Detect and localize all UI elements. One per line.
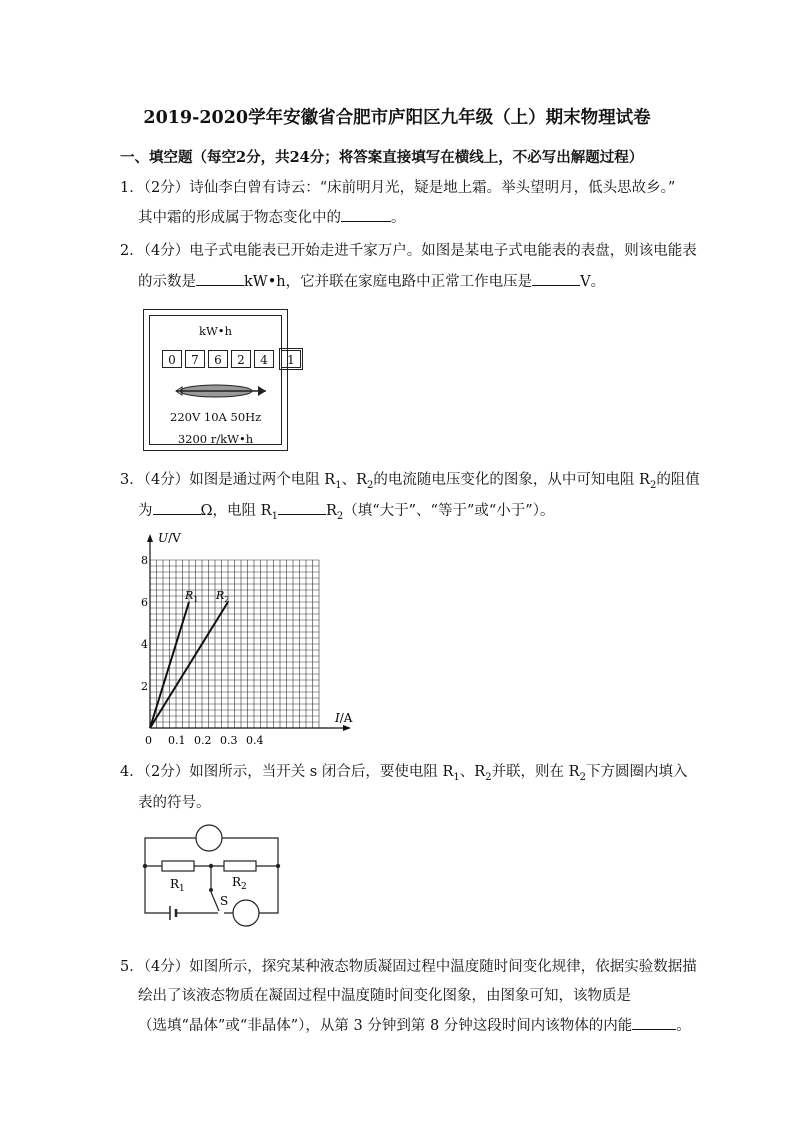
iu-graph [130, 528, 370, 753]
meter-digit: 6 [208, 350, 228, 368]
q2-line-2 [138, 270, 605, 291]
q1-period: 。 [391, 210, 406, 226]
meter-panel [149, 315, 295, 446]
x-tick-label: 0.3 [220, 734, 238, 747]
q4-sub: 2 [579, 771, 586, 783]
exam-title: 2019-2020学年安徽省合肥市庐阳区九年级（上）期末物理试卷 [143, 108, 651, 128]
q2-text-a: 的示数是 [138, 274, 196, 290]
meter-digits [162, 350, 304, 368]
q3-text-h: （填“大于”、“等于”或“小于”）。 [343, 503, 555, 519]
meter-rate: 3200 r/kW•h [177, 432, 254, 446]
q5-line-2: 绘出了该液态物质在凝固过程中温度随时间变化图象，由图象可知，该物质是 [138, 988, 631, 1004]
x-axis-arrow [343, 725, 351, 731]
q2-text-b: kW•h，它并联在家庭电路中正常工作电压是 [244, 274, 533, 290]
y-tick-label: 4 [141, 638, 148, 651]
q1-text: 其中霜的形成属于物态变化中的 [138, 210, 341, 226]
y-axis-label: U/V [158, 531, 181, 545]
q3-text-g: R [325, 503, 337, 519]
q3-answer-blank-1[interactable] [153, 501, 201, 515]
q3-sub: 2 [367, 479, 374, 491]
series-label-r2: $R_2$ [216, 589, 230, 604]
q4-line-2: 表的符号。 [138, 795, 211, 811]
meter-digit: 2 [231, 350, 251, 368]
origin-label: 0 [145, 734, 152, 747]
q2-answer-blank-2[interactable] [532, 272, 580, 286]
meter-unit: kW•h [199, 324, 232, 338]
q3-sub: 1 [271, 510, 278, 522]
q3-answer-blank-2[interactable] [278, 501, 326, 515]
q3-sub: 2 [649, 479, 657, 491]
x-tick-label: 0.4 [246, 734, 264, 747]
series-label-r1: $R_1$ [185, 589, 199, 604]
x-axis-label: I/A [335, 711, 353, 725]
q4-text-c: 并联，则在 R [491, 764, 580, 780]
q5-line-1: 5．（4分）如图所示，探究某种液态物质凝固过程中温度随时间变化规律，依据实验数据描 [120, 959, 697, 975]
q3-text-f: Ω，电阻 R [200, 503, 272, 519]
r2-label: $R_2$ [232, 875, 247, 892]
wire-top [145, 838, 278, 866]
circuit-diagram [140, 822, 285, 932]
x-tick-label: 0.2 [194, 734, 212, 747]
r1-label: $R_1$ [170, 877, 185, 894]
q2-answer-blank-1[interactable] [196, 272, 244, 286]
q3-sub: 2 [336, 510, 344, 522]
q5-text-a: （选填“晶体”或“非晶体”），从第 3 分钟到第 8 分钟这段时间内该物体的内能 [138, 1018, 633, 1034]
q1-line-1: 1．（2分）诗仙李白曾有诗云：“床前明月光，疑是地上霜。举头望明月，低头思故乡。” [120, 180, 676, 196]
chart-axes [147, 534, 351, 731]
q3-line-1 [120, 468, 700, 491]
q1-line-2 [138, 206, 406, 227]
q4-sub: 1 [453, 771, 460, 783]
q2-line-1: 2．（4分）电子式电能表已开始走进千家万户。如图是某电子式电能表的表盘，则该电能表 [120, 243, 697, 259]
resistor-r2 [224, 861, 256, 871]
q4-text-b: 、R [459, 764, 486, 780]
meter-digit: 0 [162, 350, 182, 368]
q2-text-c: V。 [580, 274, 606, 290]
y-tick-label: 6 [141, 596, 148, 609]
meter-digit: 4 [254, 350, 274, 368]
q5-line-3 [138, 1014, 691, 1035]
meter-digit: 7 [185, 350, 205, 368]
q5-answer-blank[interactable] [632, 1016, 676, 1030]
switch-label: S [220, 894, 229, 908]
section-heading: 一、填空题（每空2分，共24分；将答案直接填写在横线上，不必写出解题过程） [120, 149, 644, 166]
y-tick-label: 2 [141, 680, 148, 693]
q4-sub: 2 [485, 771, 492, 783]
q5-period: 。 [676, 1018, 691, 1034]
meter-circle-top[interactable] [196, 825, 222, 851]
meter-circle-bottom[interactable] [233, 900, 259, 926]
switch-blade[interactable] [211, 892, 219, 911]
energy-meter-figure [143, 309, 295, 451]
q4-text-a: 4．（2分）如图所示，当开关 s 闭合后，要使电阻 R [120, 764, 454, 780]
q3-text-b: 、R [341, 472, 368, 488]
y-tick-label: 8 [141, 554, 148, 567]
q3-line-2 [138, 499, 554, 522]
meter-indicator-icon [172, 382, 272, 400]
x-tick-label: 0.1 [168, 734, 186, 747]
q3-sub: 1 [335, 479, 342, 491]
q3-text-e: 为 [138, 503, 153, 519]
q3-text-a: 3．（4分）如图是通过两个电阻 R [120, 472, 336, 488]
q4-text-d: 下方圆圈内填入 [585, 764, 688, 780]
q1-answer-blank[interactable] [341, 208, 391, 222]
y-axis-arrow [147, 534, 153, 542]
q3-text-c: 的电流随电压变化的图象，从中可知电阻 R [373, 472, 650, 488]
meter-digit-decimal: 1 [281, 350, 301, 368]
q3-text-d: 的阻值 [656, 472, 700, 488]
meter-spec: 220V 10A 50Hz [170, 410, 262, 424]
resistor-r1 [162, 861, 194, 871]
q4-line-1 [120, 760, 687, 783]
chart-series [150, 589, 229, 728]
